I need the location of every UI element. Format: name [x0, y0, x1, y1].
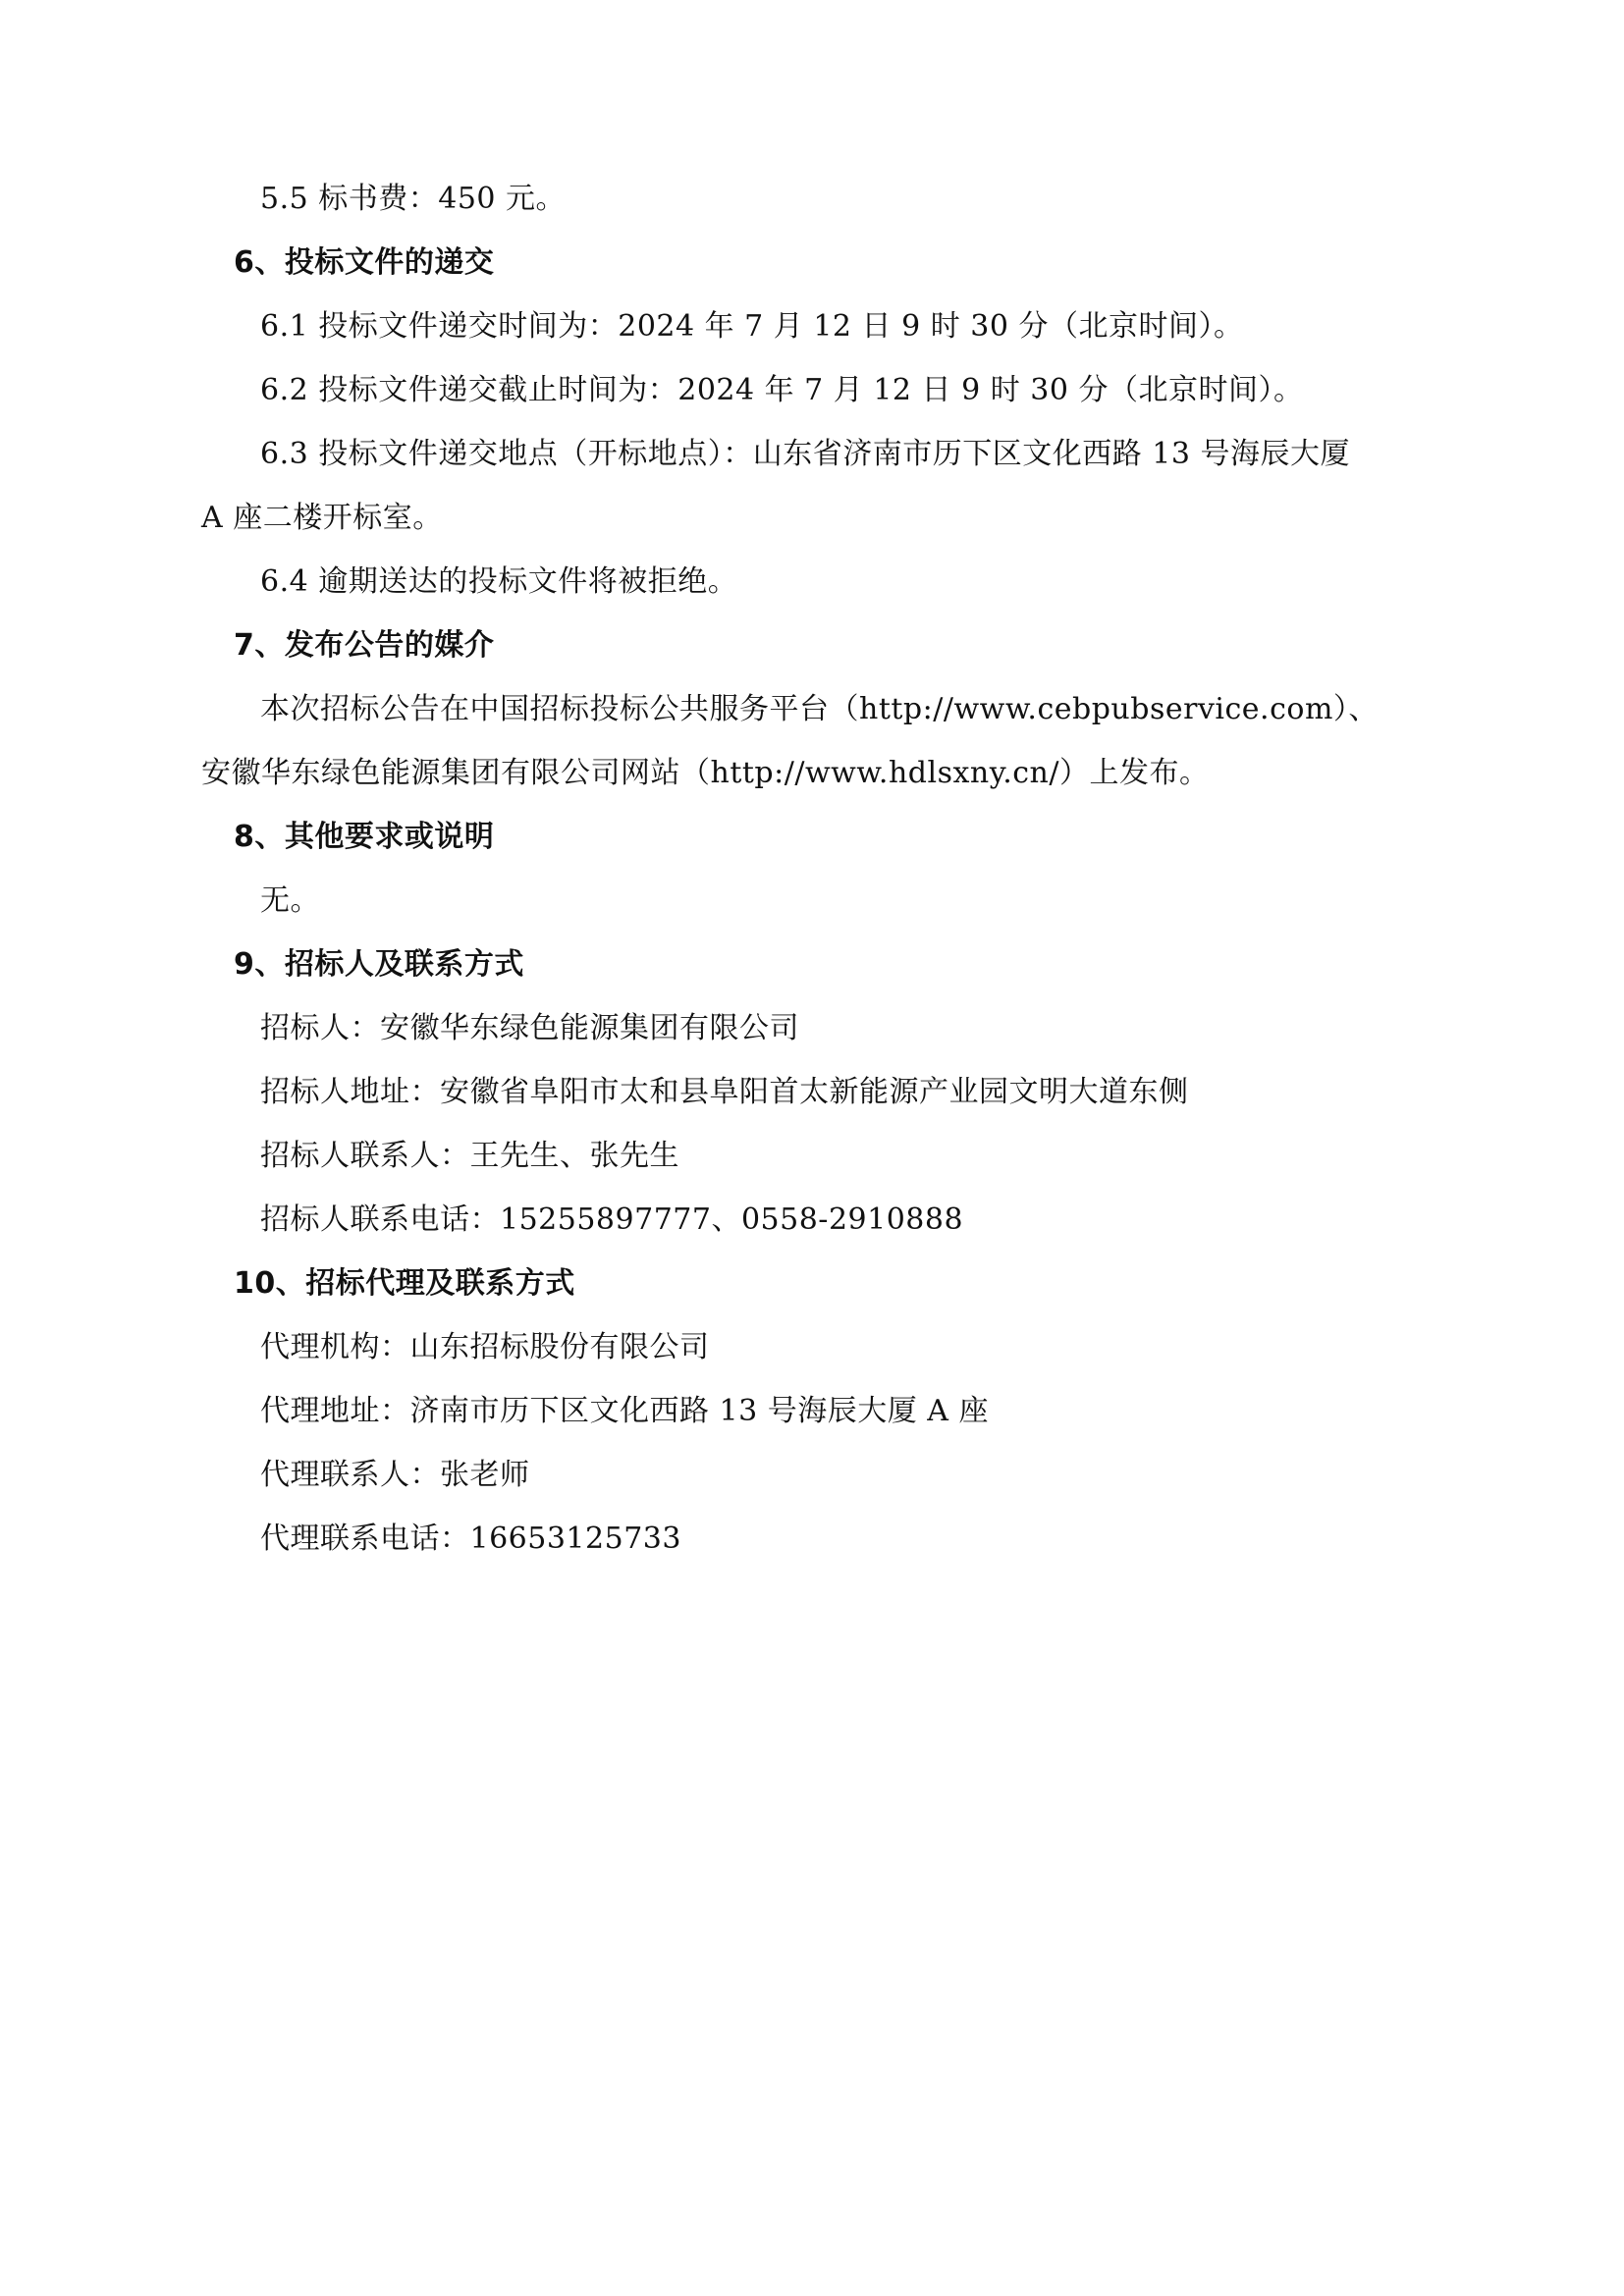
agency-phone: 代理联系电话：16653125733	[260, 1522, 681, 1556]
section-9-heading: 9、招标人及联系方式	[234, 947, 524, 982]
publication-media-line1: 本次招标公告在中国招标投标公共服务平台（http://www.cebpubservice.com）、	[260, 692, 1379, 726]
bid-document-fee: 5.5 标书费：450 元。	[260, 182, 567, 216]
section-10-heading: 10、招标代理及联系方式	[234, 1266, 575, 1301]
submission-deadline: 6.2 投标文件递交截止时间为：2024 年 7 月 12 日 9 时 30 分（北京时间）。	[260, 373, 1304, 407]
tenderer-phone: 招标人联系电话：15255897777、0558-2910888	[260, 1202, 964, 1237]
submission-time: 6.1 投标文件递交时间为：2024 年 7 月 12 日 9 时 30 分（北京时间）。	[260, 309, 1244, 344]
publication-media-line2: 安徽华东绿色能源集团有限公司网站（http://www.hdlsxny.cn/）上发布。	[201, 756, 1210, 790]
agency-name: 代理机构：山东招标股份有限公司	[260, 1330, 710, 1364]
submission-location-line1: 6.3 投标文件递交地点（开标地点）：山东省济南市历下区文化西路 13 号海辰大厦	[260, 437, 1350, 471]
tenderer-contact: 招标人联系人：王先生、张先生	[260, 1139, 679, 1173]
agency-address: 代理地址：济南市历下区文化西路 13 号海辰大厦 A 座	[260, 1394, 989, 1428]
submission-location-line2: A 座二楼开标室。	[201, 501, 443, 535]
section-8-heading: 8、其他要求或说明	[234, 820, 495, 854]
late-submission-note: 6.4 逾期送达的投标文件将被拒绝。	[260, 564, 738, 599]
agency-contact: 代理联系人：张老师	[260, 1458, 530, 1492]
tenderer-address: 招标人地址：安徽省阜阳市太和县阜阳首太新能源产业园文明大道东侧	[260, 1075, 1189, 1109]
tenderer-name: 招标人：安徽华东绿色能源集团有限公司	[260, 1011, 799, 1045]
section-7-heading: 7、发布公告的媒介	[234, 628, 495, 663]
document-body	[201, 167, 1438, 1571]
other-requirements-text: 无。	[260, 883, 320, 918]
section-6-heading: 6、投标文件的递交	[234, 245, 495, 280]
